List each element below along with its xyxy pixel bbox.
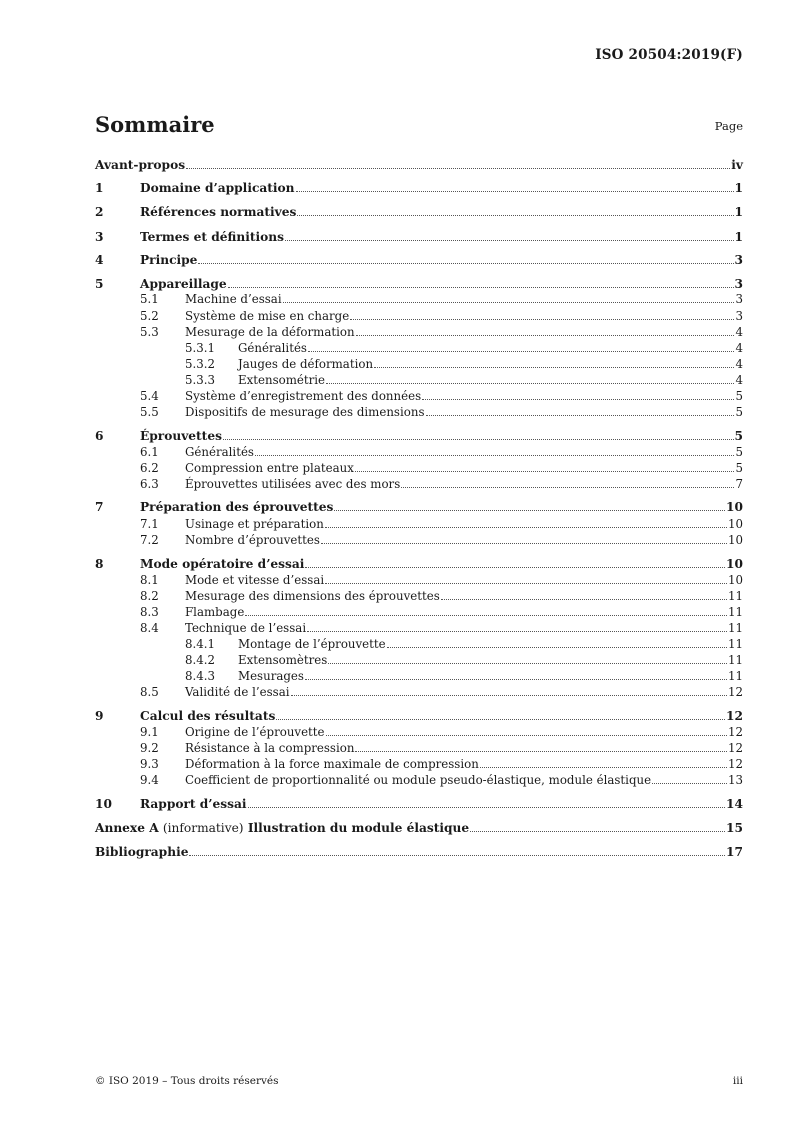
toc-entry[interactable]: [95, 555, 743, 571]
dot-leader: [296, 191, 734, 192]
toc-entry-page: 3: [734, 277, 743, 291]
toc-entry-page: 11: [727, 589, 743, 603]
annex-label: Annexe A: [95, 821, 159, 835]
toc-entry-page: 12: [727, 741, 743, 755]
toc-entry-title: Principe: [140, 253, 198, 267]
toc-entry[interactable]: [95, 459, 743, 475]
toc-entry-title: Origine de l’éprouvette: [185, 725, 325, 739]
toc-entry-page: 1: [734, 230, 743, 244]
toc-entry[interactable]: [95, 723, 743, 739]
toc-entry-number: 7.2: [140, 533, 159, 547]
dot-leader: [470, 831, 725, 832]
toc-entry-title: Avant-propos: [95, 158, 186, 172]
dot-leader: [325, 583, 727, 584]
dot-leader: [401, 487, 734, 488]
toc-entry-title: Usinage et préparation: [185, 517, 324, 531]
toc-entry-page: 3: [734, 253, 743, 267]
toc-entry[interactable]: [95, 403, 743, 419]
toc-entry-page: 4: [735, 325, 743, 339]
toc-entry-title: Résistance à la compression: [185, 741, 355, 755]
toc-entry-page: iv: [731, 158, 743, 172]
toc-entry-number: 7: [95, 500, 104, 514]
table-of-contents: [95, 0, 743, 900]
dot-leader: [326, 735, 727, 736]
dot-leader: [652, 783, 727, 784]
dot-leader: [228, 287, 734, 288]
toc-entry[interactable]: [95, 739, 743, 755]
toc-entry[interactable]: [95, 571, 743, 587]
toc-entry-number: 5.3.1: [185, 341, 216, 355]
dot-leader: [422, 399, 734, 400]
toc-entry-page: 4: [735, 373, 743, 387]
toc-entry-title: Références normatives: [140, 205, 297, 219]
toc-entry-title: Appareillage: [140, 277, 227, 291]
toc-entry-title: [95, 821, 469, 835]
toc-entry-title: Système d’enregistrement des données: [185, 389, 422, 403]
toc-entry-number: 9.2: [140, 741, 159, 755]
toc-entry-title: Système de mise en charge: [185, 309, 350, 323]
dot-leader: [356, 335, 735, 336]
toc-entry-number: 8.4.3: [185, 669, 216, 683]
toc-entry[interactable]: [95, 587, 743, 603]
toc-entry[interactable]: [95, 771, 743, 787]
toc-entry-number: 5.4: [140, 389, 159, 403]
toc-entry-title: Extensométrie: [238, 373, 326, 387]
dot-leader: [189, 855, 725, 856]
toc-entry-number: 9.3: [140, 757, 159, 771]
toc-entry-page: 15: [726, 821, 743, 835]
toc-entry-title: Mode opératoire d’essai: [140, 557, 305, 571]
toc-entry[interactable]: [95, 755, 743, 771]
dot-leader: [325, 527, 727, 528]
toc-entry[interactable]: [95, 443, 743, 459]
toc-entry-number: 8.3: [140, 605, 159, 619]
toc-entry-title: Coefficient de proportionnalité ou module pseudo-élastique, module élastique: [185, 773, 652, 787]
toc-entry-number: 6.2: [140, 461, 159, 475]
toc-entry-title: Validité de l’essai: [185, 685, 290, 699]
toc-entry-page: 10: [726, 500, 743, 514]
annex-title: Illustration du module élastique: [247, 821, 470, 835]
toc-entry[interactable]: [95, 515, 743, 531]
dot-leader: [480, 767, 727, 768]
toc-entry-page: 4: [735, 341, 743, 355]
toc-entry-title: Mesurage des dimensions des éprouvettes: [185, 589, 440, 603]
toc-entry-page: 7: [735, 477, 743, 491]
toc-entry-number: 7.1: [140, 517, 159, 531]
toc-entry[interactable]: [95, 635, 743, 651]
dot-leader: [328, 663, 727, 664]
toc-entry-title: Calcul des résultats: [140, 709, 276, 723]
toc-entry-number: 8.5: [140, 685, 159, 699]
toc-entry-page: 10: [727, 517, 743, 531]
toc-entry-number: 1: [95, 181, 104, 195]
toc-entry-number: 4: [95, 253, 104, 267]
dot-leader: [321, 543, 727, 544]
footer-copyright: © ISO 2019 – Tous droits réservés: [95, 1075, 279, 1087]
dot-leader: [223, 439, 734, 440]
toc-entry-title: Flambage: [185, 605, 245, 619]
toc-entry-number: 5: [95, 277, 104, 291]
toc-entry-page: 1: [734, 181, 743, 195]
toc-entry[interactable]: [95, 531, 743, 547]
page-column-label: Page: [714, 119, 743, 133]
toc-entry[interactable]: [95, 290, 743, 306]
toc-entry[interactable]: [95, 427, 743, 443]
toc-entry-title: Extensomètres: [238, 653, 328, 667]
dot-leader: [248, 807, 725, 808]
dot-leader: [198, 263, 733, 264]
toc-entry-title: Montage de l’éprouvette: [238, 637, 386, 651]
toc-entry[interactable]: [95, 179, 743, 195]
toc-entry-page: 11: [727, 653, 743, 667]
toc-entry-number: 6.1: [140, 445, 159, 459]
toc-entry-page: 11: [727, 621, 743, 635]
dot-leader: [334, 510, 725, 511]
toc-entry-page: 11: [727, 637, 743, 651]
annex-type: (informative): [162, 821, 244, 835]
dot-leader: [441, 599, 727, 600]
toc-entry[interactable]: [95, 843, 743, 859]
toc-entry-title: Nombre d’éprouvettes: [185, 533, 320, 547]
toc-entry-title: Bibliographie: [95, 845, 189, 859]
toc-entry[interactable]: [95, 819, 743, 835]
toc-entry-number: 9: [95, 709, 104, 723]
toc-entry-page: 4: [735, 357, 743, 371]
toc-entry-number: 5.5: [140, 405, 159, 419]
toc-entry-page: 17: [726, 845, 743, 859]
toc-entry-page: 3: [735, 292, 743, 306]
toc-entry-number: 8.4: [140, 621, 159, 635]
toc-entry-title: Dispositifs de mesurage des dimensions: [185, 405, 425, 419]
toc-entry-title: Domaine d’application: [140, 181, 295, 195]
toc-entry-title: Généralités: [185, 445, 254, 459]
toc-entry[interactable]: [95, 619, 743, 635]
toc-entry-title: Compression entre plateaux: [185, 461, 354, 475]
toc-entry-number: 6: [95, 429, 104, 443]
toc-entry-number: 8.4.1: [185, 637, 216, 651]
toc-entry-number: 9.1: [140, 725, 159, 739]
toc-entry-title: Machine d’essai: [185, 292, 282, 306]
dot-leader: [297, 215, 733, 216]
toc-entry[interactable]: [95, 651, 743, 667]
toc-entry-number: 5.2: [140, 309, 159, 323]
toc-entry[interactable]: [95, 228, 743, 244]
toc-entry[interactable]: [95, 203, 743, 219]
dot-leader: [355, 751, 727, 752]
toc-entry-page: 12: [727, 685, 743, 699]
toc-entry-title: Mode et vitesse d’essai: [185, 573, 325, 587]
toc-entry[interactable]: [95, 498, 743, 514]
toc-entry-number: 9.4: [140, 773, 159, 787]
toc-entry-number: 5.3.3: [185, 373, 216, 387]
toc-entry[interactable]: [95, 667, 743, 683]
toc-entry-title: Mesurages: [238, 669, 304, 683]
dot-leader: [276, 719, 725, 720]
toc-entry-title: Technique de l’essai: [185, 621, 307, 635]
toc-entry-page: 5: [735, 389, 743, 403]
dot-leader: [283, 302, 735, 303]
page-title: Sommaire: [95, 112, 215, 137]
dot-leader: [426, 415, 735, 416]
toc-entry-title: Rapport d’essai: [140, 797, 247, 811]
toc-entry[interactable]: [95, 707, 743, 723]
dot-leader: [350, 319, 734, 320]
toc-entry[interactable]: [95, 307, 743, 323]
toc-entry[interactable]: [95, 683, 743, 699]
toc-entry-page: 12: [726, 709, 743, 723]
dot-leader: [326, 383, 734, 384]
toc-entry-page: 10: [727, 533, 743, 547]
toc-entry-title: Éprouvettes utilisées avec des mors: [185, 477, 401, 491]
toc-entry-page: 5: [734, 429, 743, 443]
toc-entry-number: 5.1: [140, 292, 159, 306]
toc-entry-page: 14: [726, 797, 743, 811]
toc-entry-page: 10: [727, 573, 743, 587]
toc-entry-title: Jauges de déformation: [238, 357, 374, 371]
toc-entry-title: Mesurage de la déformation: [185, 325, 355, 339]
toc-entry-number: 8: [95, 557, 104, 571]
toc-entry[interactable]: [95, 339, 743, 355]
toc-entry[interactable]: [95, 275, 743, 291]
toc-entry[interactable]: [95, 795, 743, 811]
dot-leader: [355, 471, 735, 472]
toc-entry-number: 10: [95, 797, 112, 811]
toc-entry-page: 11: [727, 669, 743, 683]
toc-entry[interactable]: [95, 371, 743, 387]
toc-entry-title: Déformation à la force maximale de compression: [185, 757, 479, 771]
toc-entry-title: Éprouvettes: [140, 429, 222, 443]
dot-leader: [374, 367, 734, 368]
dot-leader: [305, 679, 727, 680]
toc-entry[interactable]: [95, 251, 743, 267]
toc-entry-page: 1: [734, 205, 743, 219]
dot-leader: [308, 351, 735, 352]
toc-entry[interactable]: [95, 475, 743, 491]
toc-entry[interactable]: [95, 156, 743, 172]
toc-entry-number: 8.1: [140, 573, 159, 587]
dot-leader: [255, 455, 735, 456]
toc-entry-title: Généralités: [238, 341, 307, 355]
toc-entry[interactable]: [95, 603, 743, 619]
toc-entry-page: 3: [735, 309, 743, 323]
toc-entry-number: 8.2: [140, 589, 159, 603]
toc-entry[interactable]: [95, 355, 743, 371]
toc-entry-page: 10: [726, 557, 743, 571]
dot-leader: [186, 168, 730, 169]
dot-leader: [307, 631, 727, 632]
toc-entry-page: 13: [727, 773, 743, 787]
document-id: ISO 20504:2019(F): [595, 47, 743, 63]
toc-entry-page: 5: [735, 461, 743, 475]
dot-leader: [245, 615, 727, 616]
toc-entry[interactable]: [95, 323, 743, 339]
dot-leader: [387, 647, 727, 648]
toc-entry-page: 11: [727, 605, 743, 619]
dot-leader: [291, 695, 727, 696]
toc-entry[interactable]: [95, 387, 743, 403]
toc-entry-number: 2: [95, 205, 104, 219]
footer-page-number: iii: [732, 1075, 743, 1087]
toc-entry-page: 12: [727, 757, 743, 771]
toc-entry-number: 6.3: [140, 477, 159, 491]
dot-leader: [285, 240, 734, 241]
toc-entry-page: 5: [735, 445, 743, 459]
toc-entry-number: 5.3: [140, 325, 159, 339]
toc-entry-page: 5: [735, 405, 743, 419]
dot-leader: [305, 567, 725, 568]
toc-entry-page: 12: [727, 725, 743, 739]
toc-entry-title: Termes et définitions: [140, 230, 284, 244]
toc-entry-title: Préparation des éprouvettes: [140, 500, 334, 514]
toc-entry-number: 5.3.2: [185, 357, 216, 371]
toc-entry-number: 3: [95, 230, 104, 244]
toc-entry-number: 8.4.2: [185, 653, 216, 667]
